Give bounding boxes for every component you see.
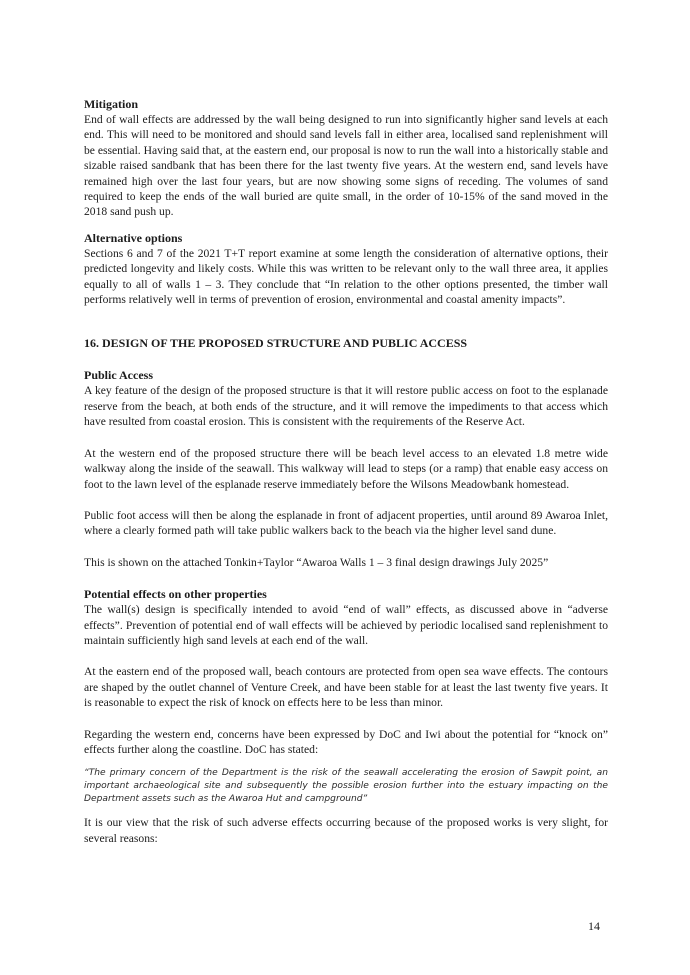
public-access-paragraph-2: At the western end of the proposed structure there will be beach level access to an elevated 1.8 metre wide walkway along the inside of the seawall. This walkway will lead to steps (or a ramp) that enable easy access on foot to the lawn level of the esplanade reserve immediately before the Wilsons Meadowbank homestead. — [84, 446, 608, 491]
effects-paragraph-4: It is our view that the risk of such adverse effects occurring because of the proposed works is very slight, for several reasons: — [84, 816, 608, 845]
effects-paragraph-2: At the eastern end of the proposed wall, beach contours are protected from open sea wave effects. The contours are shaped by the outlet channel of Venture Creek, and have been stable for at least the last twenty five years. It is reasonable to expect the risk of knock on effects here to be less than minor. — [84, 665, 608, 710]
public-access-heading: Public Access — [84, 368, 153, 383]
effects-paragraph-3: Regarding the western end, concerns have been expressed by DoC and Iwi about the potential for “knock on” effects further along the coastline. DoC has stated: — [84, 727, 608, 756]
page-number: 14 — [588, 919, 600, 933]
mitigation-heading: Mitigation — [84, 97, 138, 111]
public-access-paragraph-4: This is shown on the attached Tonkin+Taylor “Awaroa Walls 1 – 3 final design drawings July 2025” — [84, 555, 549, 569]
effects-paragraph-1: The wall(s) design is specifically intended to avoid “end of wall” effects, as discussed above in “adverse effects”. Prevention of potential end of wall effects will be achieved by periodic localised sand replenishment to maintain sufficiently high sand levels at each end of the wall. — [84, 603, 608, 647]
doc-quote: “The primary concern of the Department is the risk of the seawall accelerating the erosion of Sawpit point, an important archaeological site and subsequently the possible erosion further into the estuary impacting on the Department assets such as the Awaroa Hut and campground” — [84, 768, 608, 804]
public-access-paragraph-1: A key feature of the design of the proposed structure is that it will restore public access on foot to the esplanade reserve from the beach, at both ends of the structure, and it will remove the impediments to that access which have resulted from coastal erosion. This is consistent with the requirements of the Reserve Act. — [84, 384, 608, 429]
effects-heading: Potential effects on other properties — [84, 587, 267, 602]
mitigation-paragraph: End of wall effects are addressed by the wall being designed to run into significantly higher sand levels at each end. This will need to be monitored and should sand levels fall in either area, localised sand replenishment will be essential. Having said that, at the eastern end, our proposal is now to run the wall into a historically stable and sizable raised sandbank that has been there for the last twenty five years. At the western end, sand levels have remained high over the last four years, but are now showing some signs of receding. The volumes of sand required to keep the ends of the wall buried are quite small, in the order of 10-15% of the sand moved in the 2018 sand push up. — [84, 113, 608, 219]
section-16-heading: 16. DESIGN OF THE PROPOSED STRUCTURE AND PUBLIC ACCESS — [84, 336, 468, 351]
document-page — [84, 96, 608, 846]
public-access-paragraph-3: Public foot access will then be along the esplanade in front of adjacent properties, until around 89 Awaroa Inlet, where a clearly formed path will take public walkers back to the beach via the higher level sand dune. — [84, 508, 608, 538]
alternative-options-heading: Alternative options — [84, 230, 183, 245]
alternative-options-paragraph: Sections 6 and 7 of the 2021 T+T report examine at some length the consideration of alternative options, their predicted longevity and likely costs. While this was written to be relevant only to the wall three area, it applies equally to all of walls 1 – 3. They conclude that “In relation to the other options presented, the timber wall performs relatively well in terms of prevention of erosion, environmental and coastal amenity impacts”. — [84, 246, 608, 307]
